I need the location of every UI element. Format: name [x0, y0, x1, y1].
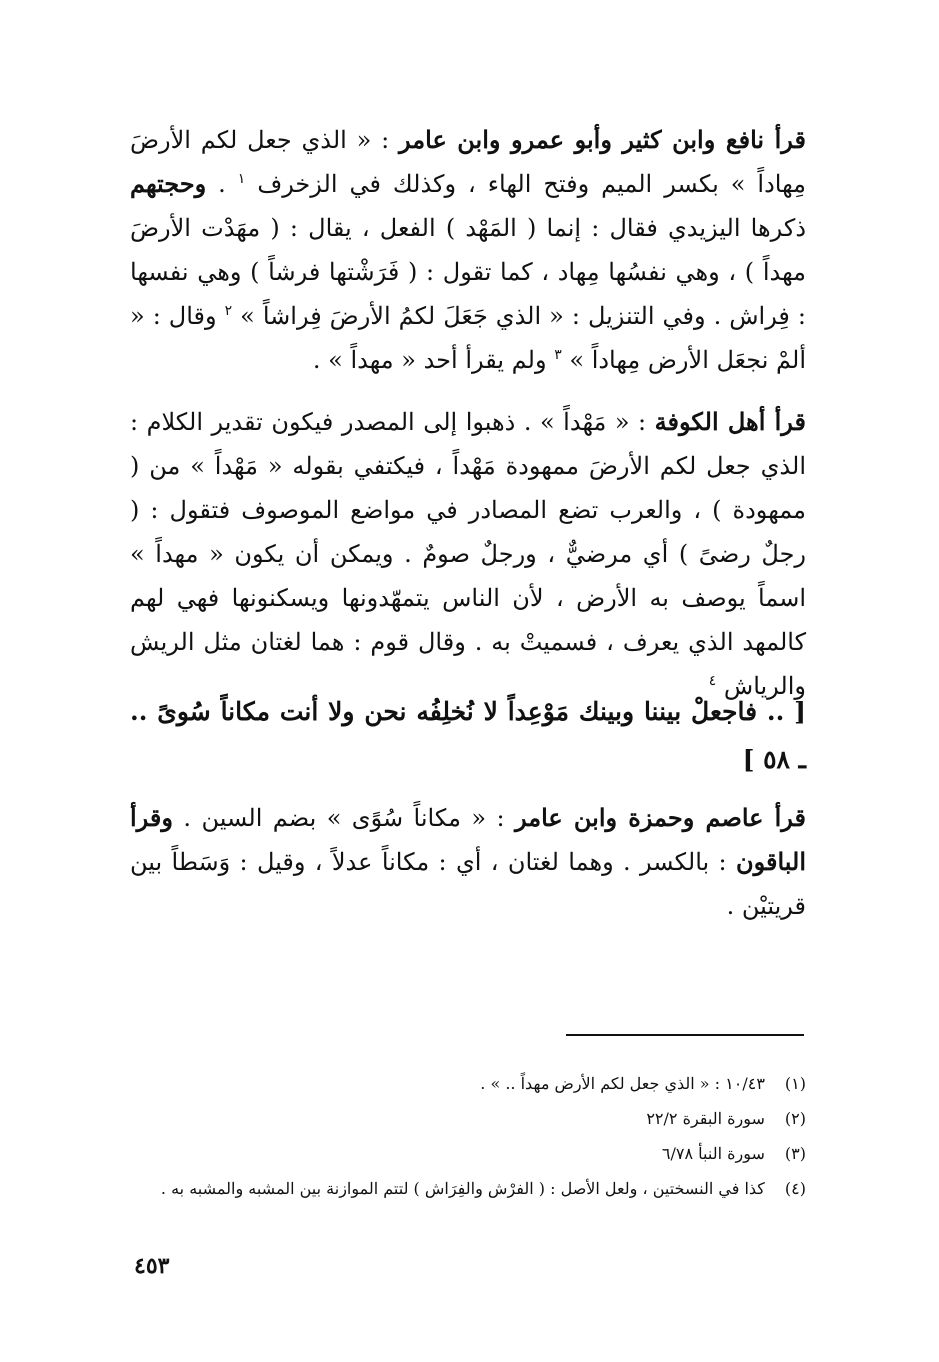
paragraph-text: ولم يقرأ أحد « مهداً » . [312, 346, 547, 374]
page-number: ٤٥٣ [134, 1253, 170, 1279]
footnotes [130, 1066, 806, 1206]
footnote-number: (٣) [784, 1144, 806, 1163]
paragraph-readings-suwa [130, 796, 806, 928]
footnote-item [130, 1171, 806, 1206]
paragraph-text: : « الذي جعل لكم الأرضَ مِهاداً » بكسر الميم وفتح الهاء ، وكذلك في الزخرف [130, 126, 806, 198]
paragraph-lead: قرأ أهل الكوفة [654, 407, 806, 436]
quran-verse [130, 688, 806, 784]
paragraph-readings-mahd [130, 400, 806, 708]
footnote-text: سورة البقرة ٢٢/٢ [646, 1109, 765, 1128]
footnote-item [130, 1066, 806, 1101]
paragraph-text: . [206, 170, 226, 198]
footnote-divider [566, 1034, 804, 1036]
footnote-ref: ٤ [708, 673, 717, 689]
paragraph-text: : « مكاناً سُوًى » بضم السين . [183, 804, 505, 832]
paragraph-text: ذكرها اليزيدي فقال : إنما ( المَهْد ) الفعل ، يقال : ( مهَدْت الأرضَ مهداً ) ، وهي نفسُها مِهاد ، كما تقول : ( فَرَشْتها فرشاً ) وهي نفسها : فِراش . وفي التنزيل : « الذي جَعَلَ لكمُ الأرضَ فِراشاً » [130, 214, 806, 330]
paragraph-lead: قرأ نافع وابن كثير وأبو عمرو وابن عامر [399, 125, 806, 154]
footnote-text: سورة النبأ ٦/٧٨ [661, 1144, 765, 1163]
footnote-number: (٢) [784, 1109, 806, 1128]
footnote-item [130, 1101, 806, 1136]
footnote-ref: ٣ [554, 347, 562, 363]
footnote-item [130, 1136, 806, 1171]
paragraph-readings-mihad [130, 118, 806, 382]
paragraph-lead: وقرأ الباقون [130, 803, 806, 876]
footnote-number: (٤) [784, 1179, 806, 1198]
footnote-number: (١) [784, 1074, 806, 1093]
paragraph-text: وقال : « ألمْ نجعَل الأرض مِهاداً » [130, 302, 806, 374]
footnote-text: كذا في النسختين ، ولعل الأصل : ( الفرْش والفِرَاش ) لتتم الموازنة بين المشبه والمشبه به . [160, 1179, 765, 1198]
paragraph-text: : « مَهْداً » . ذهبوا إلى المصدر فيكون تقدير الكلام : الذي جعل لكم الأرضَ ممهودة مَهْداً ، فيكتفي بقوله « مَهْداً » من ( ممهودة ) ، والعرب تضع المصادر في مواضع الموصوف فتقول : ( رجلٌ رضىً ) أي مرضيٌّ ، ورجلٌ صومٌ . ويمكن أن يكون « مهداً » اسماً يوصف به الأرض ، لأن الناس يتمهّدونها ويسكنونها فهي لهم كالمهد الذي يعرف ، فسميتْ به . وقال قوم : هما لغتان مثل الريش والرياش [130, 408, 806, 700]
footnote-text: ١٠/٤٣ : « الذي جعل لكم الأرض مهداً .. » . [480, 1074, 765, 1093]
paragraph-bold: وحجتهم [130, 169, 207, 198]
paragraph-lead: قرأ عاصم وحمزة وابن عامر [514, 803, 807, 832]
footnote-ref: ٢ [224, 303, 233, 319]
verse-text: [ .. فاجعلْ بيننا وبينك مَوْعِداً لا نُخلِفُه نحن ولا أنت مكاناً سُوىً .. ـ ٥٨ ] [130, 697, 806, 774]
footnote-ref: ١ [237, 171, 246, 187]
paragraph-text: : بالكسر . وهما لغتان ، أي : مكاناً عدلاً ، وقيل : وَسَطاً بين قريتيْن . [130, 848, 806, 920]
